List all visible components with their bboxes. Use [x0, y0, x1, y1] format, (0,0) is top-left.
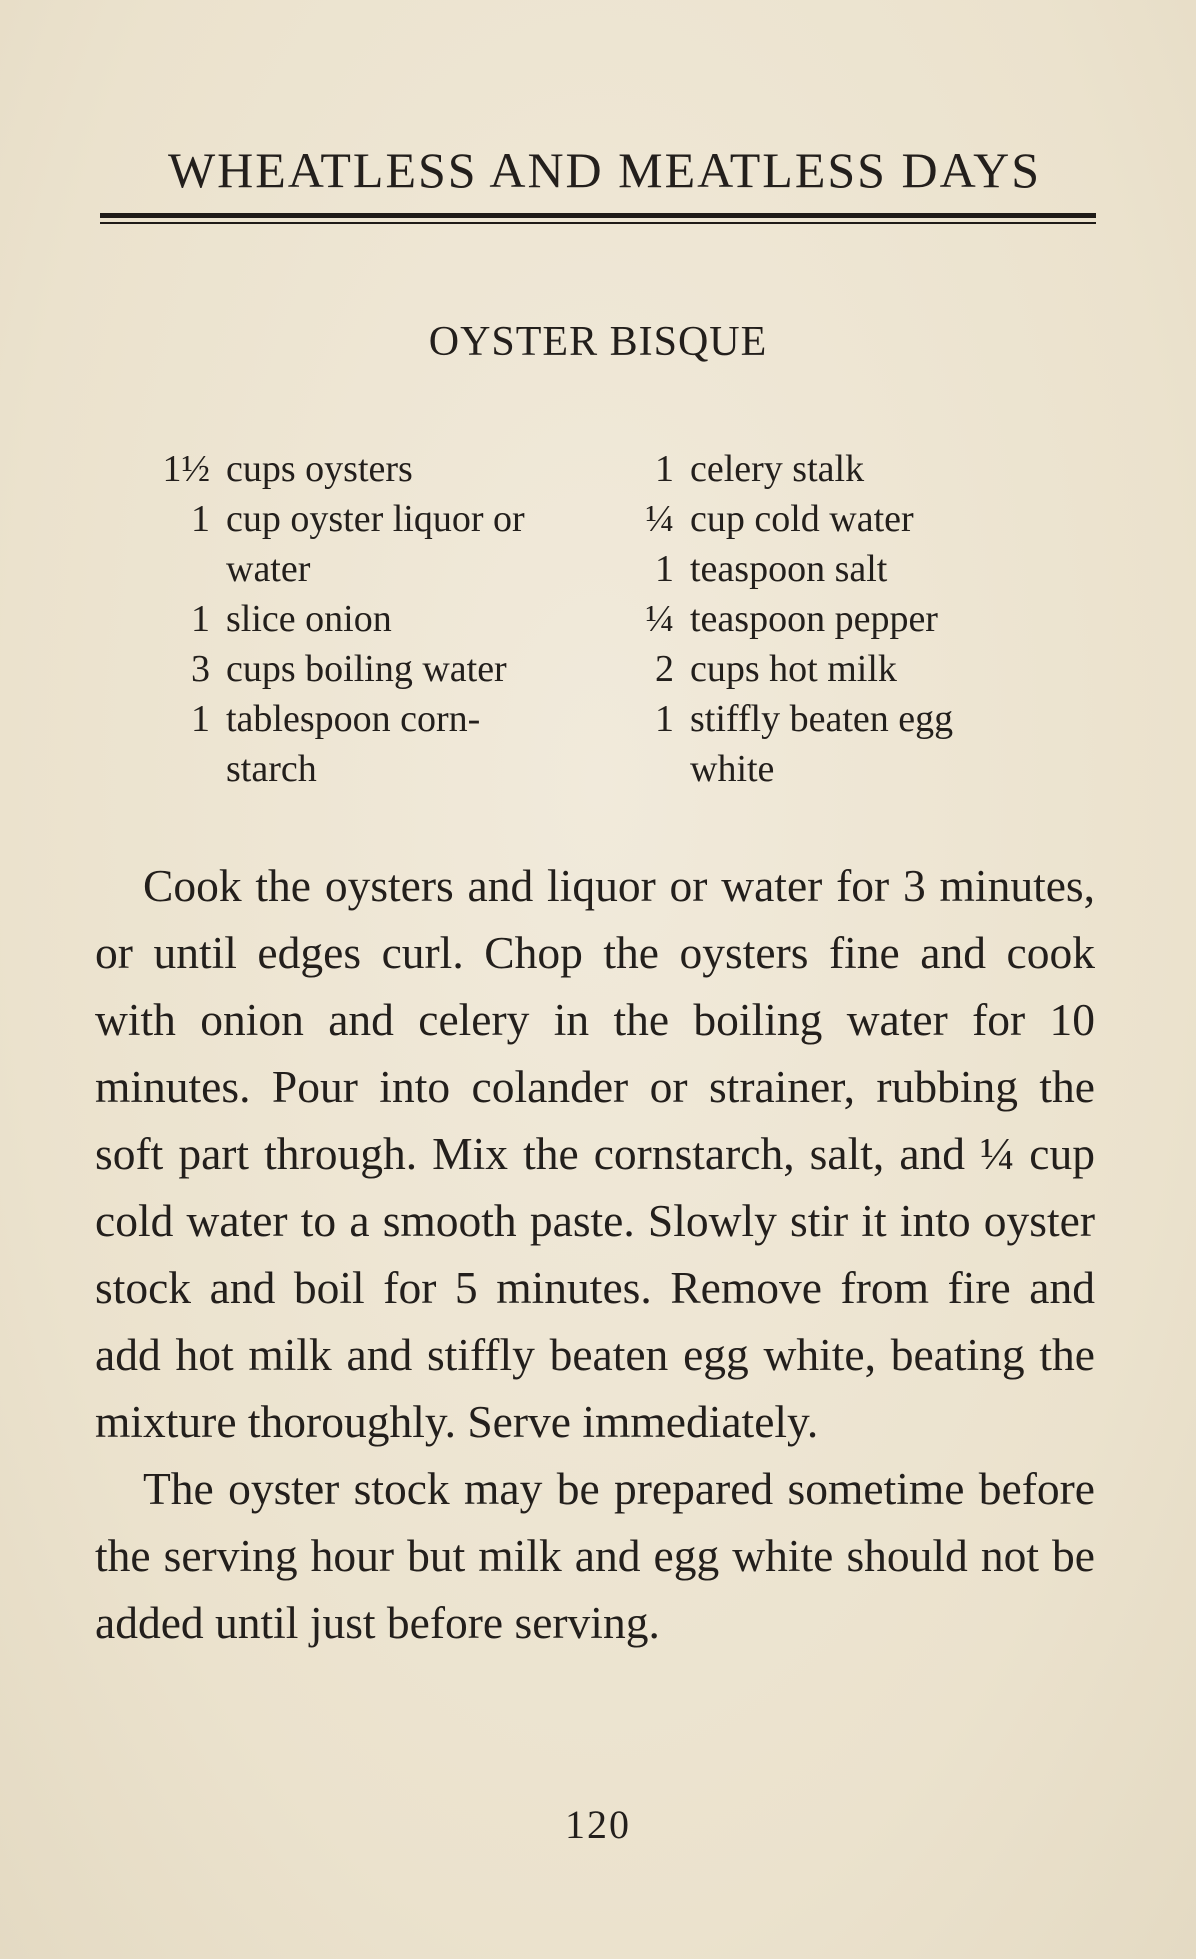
ingredient-text: teaspoon salt	[690, 548, 888, 590]
recipe-instructions	[95, 852, 1095, 1656]
ingredient-row	[140, 444, 610, 494]
ingredient-qty: 2	[655, 648, 674, 690]
ingredient-qty: 1	[191, 498, 210, 540]
header-rule-thin	[100, 222, 1096, 224]
recipe-title: OYSTER BISQUE	[428, 319, 768, 365]
ingredient-qty: ¼	[645, 498, 674, 540]
ingredient-row	[620, 744, 1090, 794]
header-rule-thick	[100, 213, 1096, 218]
page-number: 120	[565, 1802, 631, 1847]
note-paragraph: The oyster stock may be prepared sometime before the serving hour but milk and egg white should not be added until just before serving.	[95, 1463, 1095, 1648]
ingredient-row	[620, 544, 1090, 594]
ingredient-text: cups boiling water	[226, 648, 507, 690]
ingredient-text: water	[226, 548, 311, 590]
ingredient-row	[140, 594, 610, 644]
ingredient-row	[140, 494, 610, 544]
ingredients-left-column	[140, 444, 610, 794]
ingredient-qty: 1	[655, 698, 674, 740]
ingredient-text: cups hot milk	[690, 648, 897, 690]
ingredient-qty: 1½	[162, 448, 210, 490]
ingredient-row	[620, 444, 1090, 494]
ingredient-text: cup oyster liquor or	[226, 498, 525, 540]
ingredient-qty: ¼	[645, 598, 674, 640]
ingredient-row	[620, 644, 1090, 694]
ingredient-row	[140, 694, 610, 744]
ingredient-text: slice onion	[226, 598, 392, 640]
ingredient-row	[140, 544, 610, 594]
ingredient-qty: 1	[655, 548, 674, 590]
ingredient-text: stiffly beaten egg	[690, 698, 954, 740]
ingredient-row	[620, 694, 1090, 744]
ingredient-row	[140, 744, 610, 794]
ingredient-text: starch	[226, 748, 317, 790]
ingredient-qty: 1	[191, 698, 210, 740]
ingredient-text: cup cold water	[690, 498, 914, 540]
instruction-paragraph: Cook the oysters and liquor or water for 3 minutes, or until edges curl. Chop the oysters fine and cook with onion and celery in the boiling water for 10 minutes. Pour into colander or strainer, rubbing the soft part through. Mix the cornstarch, salt, and ¼ cup cold water to a smooth paste. Slowly stir it into oyster stock and boil for 5 minutes. Remove from fire and add hot milk and stiffly beaten egg white, beating the mixture thoroughly. Serve immediately.	[95, 860, 1095, 1447]
ingredient-qty: 1	[191, 598, 210, 640]
ingredient-qty: 1	[655, 448, 674, 490]
ingredient-text: tablespoon corn-	[226, 698, 481, 740]
running-head: WHEATLESS AND MEATLESS DAYS	[167, 142, 1042, 198]
ingredient-text: teaspoon pepper	[690, 598, 938, 640]
ingredient-text: cups oysters	[226, 448, 413, 490]
ingredient-row	[620, 494, 1090, 544]
ingredient-qty: 3	[191, 648, 210, 690]
ingredient-text: celery stalk	[690, 448, 865, 490]
ingredient-text: white	[690, 748, 775, 790]
ingredient-row	[140, 644, 610, 694]
ingredient-row	[620, 594, 1090, 644]
ingredients-right-column	[620, 444, 1090, 794]
